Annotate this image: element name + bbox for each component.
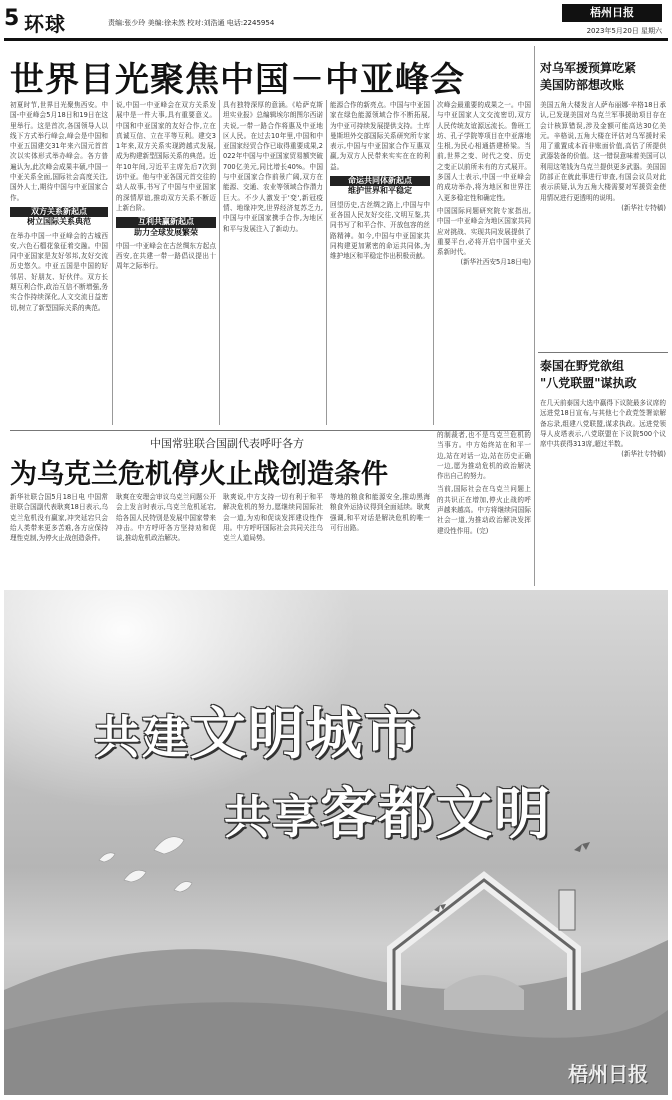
lead-column-4 [330,100,430,425]
second-col1-text: 新华社联合国5月18日电 中国常驻联合国副代表耿爽18日表示,乌克兰危机没有赢家,冲突延宕只会给人类带来更多苦难,各方应保持理性克制,为停火止战创造条件。 [10,493,108,543]
side-headline-1-line-2: 美国防部想改账 [540,78,625,92]
column-divider [326,100,327,425]
side-headline-1 [540,60,636,94]
second-column-3 [223,492,323,584]
side-headline-2-line-2: "八党联盟"谋执政 [540,376,637,390]
lead-col1-text: 初夏时节,世界目光聚焦西安。中国-中亚峰会5月18日和19日在这里举行。这是首次,各国领导人以线下方式举行峰会,峰会是中国和中亚五国建交31年来六国元首首次以实体形式举办峰会。各方普遍认为,此次峰会成果丰硕,中国一中亚关系全面,国际社会高度关注,国外人士,期待中国与中亚国家合作。 [10,101,108,202]
issue-date: 2023年5月20日 星期六 [586,27,662,35]
side-story-1 [540,100,666,345]
second-column-2 [116,492,216,584]
side-headline-2-line-1: 泰国在野党欲组 [540,359,625,373]
lead-subhead-1b: 树立国际关系典范 [27,217,91,227]
lead-subhead-4a: 命运共同体新起点 [330,176,430,186]
ad-slogan-1b: 文明城市 [190,702,422,767]
lead-col2-text: 说,中国一中亚峰会在双方关系发展中是一件大事,具有重要意义。中国和中亚国家的友好合作,立在真诚互信、立在平等互利。建交31年来,双方关系实现跨越式发展,成为构建新型国际关系的典范。近年10年间,习近平主席先后7次到访中亚。他与中亚各国元首交往的动人故事,书写了中国与中亚国家的深情厚谊,推动双方关系不断迈上新台阶。 [116,101,216,212]
side-story-1-text: 美国五角大楼发言人萨布丽娜·辛格18日承认,已发现美国对乌克兰军事援助项目存在会计核算错误,涉及金额可能高达30亿美元。辛格说,五角大楼在评估对乌军援时采用了重置成本而非账面价值,高估了所提供武器装备的价值。这一错误意味着美国可以利用这笔钱为乌克兰提供更多武器。美国国防部正在就此事进行审查,有国会议员对此表示质疑,认为五角大楼需要对军援资金使用情况进行更透明的说明。 [540,101,666,202]
page-number: 5 [4,6,20,31]
lead-column-3 [223,100,323,425]
ad-watermark: 梧州日报 [568,1062,648,1086]
side-story-1-dateline: (新华社专特稿) [621,203,666,212]
lead-headline: 世界目光聚焦中国－中亚峰会 [10,60,465,100]
page-header [0,0,672,40]
public-service-ad [4,590,668,1095]
lead-dateline: (新华社西安5月18日电) [460,258,531,267]
column-divider [219,100,220,425]
lead-col4b-text: 回望历史,古丝绸之路上,中国与中亚各国人民友好交往,文明互鉴,共同书写了和平合作、开放包容的丝路精神。如今,中国与中亚国家共同构建更加紧密的命运共同体,为维护地区和平稳定作出积极贡献。 [330,200,430,261]
lead-col2b-text: 中国一中亚峰会在古丝绸东方起点西安,在共建一带一路倡议提出十周年之际举行。 [116,241,216,271]
column-divider [433,100,434,425]
second-column-1 [10,492,108,584]
staff-credits: 责编:张少玲 美编:徐未然 校对:刘浩通 电话:2245954 [108,19,275,27]
second-col6-text: 当前,国际社会在乌克兰问题上的共识正在增加,停火止战的呼声越来越高。中方将继续同国际社会一道,为推动政治解决发挥建设性作用。(完) [437,485,531,535]
side-story-2-text: 在几天前泰国大选中赢得下议院最多议席的远进党18日宣布,与其他七个政党签署谅解备忘录,组建八党联盟,谋求执政。远进党领导人皮塔表示,八党联盟在下议院500个议席中共获得313席,超过半数。 [540,399,666,449]
lead-subhead-1a: 双方关系新起点 [10,207,108,217]
lead-column-5 [437,100,531,425]
lead-col5-text: 次峰会最重要的成果之一。中国与中亚国家人文交流密切,双方人民传统友谊源远流长。鲁班工坊、孔子学院等项目在中亚落地生根,为民心相通搭建桥梁。当前,世界之变、时代之变、历史之变正以前所未有的方式展开。多国人士表示,中国一中亚峰会的成功举办,将为地区和世界注入更多稳定性和确定性。 [437,101,531,202]
lead-col3-text: 具有独特深厚的意涵。《哈萨克斯坦实业报》总编辑埃尔朗图尔西诺夫说,一带一路合作将惠及中亚地区人民。在过去10年里,中国和中亚国家经贸合作已取得重要成果,2022年中国与中亚国家贸易额突破700亿美元,同比增长40%。中国与中亚国家合作前景广阔,双方在能源、交通、农业等领域合作潜力巨大。不少人激发于'变',新冠疫情、地缘冲突,世界经济复苏乏力,中国与中亚国家携手合作,为地区和平与发展注入了新动力。 [223,101,323,233]
second-headline: 为乌克兰危机停火止战创造条件 [10,459,388,490]
second-col3-text: 耿爽说,中方支持一切有利于和平解决危机的努力,愿继续同国际社会一道,为劝和促谈发挥建设性作用。中方呼吁国际社会共同关注乌克兰人道局势。 [223,493,323,543]
lead-col1b-text: 在举办中国一中亚峰会的古城西安,六色石榴花象征着交融。中国同中亚国家是友好邻邦,友好交流历史悠久。中亚五国是中国的好邻居、好朋友、好伙伴。双方长期互利合作,政治互信不断增强,务实合作持续深化,人文交流日益密切,树立了新型国际关系的典范。 [10,231,108,312]
lead-col4-text: 能源合作的新亮点。中国与中亚国家在绿色能源领域合作不断拓展,为中亚可持续发展提供支持。土库曼斯坦外交部国际关系研究所专家表示,中国与中亚国家合作互惠双赢,为双方人民带来实实在在的利益。 [330,101,430,171]
ad-slogan-1a: 共建 [94,710,190,764]
ad-slogan-2a: 共享 [224,790,320,844]
second-col4-text: 等地的粮食和能源安全,推动黑海粮食外运协议得到全面延续。耿爽强调,和平对话是解决危机的唯一可行出路。 [330,493,430,532]
second-col2-text: 耿爽在安理会审议乌克兰问题公开会上发言时表示,乌克兰危机延宕,给各国人民特别是发展中国家带来冲击。中方呼吁各方坚持劝和促谈,推动危机政治解决。 [116,493,216,543]
side-headline-1-line-1: 对乌军援预算吃紧 [540,61,637,75]
newspaper-logo: 梧州日报 [562,4,662,22]
lead-subhead-4b: 维护世界和平稳定 [348,186,412,196]
side-rule [538,352,668,353]
ad-slogan-2b: 客都文明 [320,782,552,847]
lead-subhead-2b: 助力全球发展繁荣 [134,227,198,237]
second-kicker: 中国常驻联合国副代表呼吁各方 [150,437,304,450]
header-rule [4,38,668,41]
lead-column-1 [10,100,108,430]
lead-column-2 [116,100,216,430]
column-divider [112,100,113,425]
lead-subhead-2a: 互利共赢新起点 [116,217,216,227]
side-headline-2 [540,358,637,392]
side-divider [534,46,535,586]
side-story-2 [540,398,666,586]
ad-slogan-1 [94,690,422,770]
side-story-2-dateline: (新华社专特稿) [621,450,666,459]
section-title: 环球 [24,12,66,36]
second-column-5 [437,430,531,584]
ad-slogan-2 [224,770,552,850]
lead-col5b-text: 中国国际问题研究院专家指出,中国一中亚峰会为地区国家共同应对挑战、实现共同发展提供了重要平台,必将开启中国中亚关系新时代。 [437,206,531,257]
second-col5-text: 的制裁者,也不是乌克兰危机的当事方。中方始终站在和平一边,站在对话一边,站在历史正确一边,愿为推动危机的政治解决作出自己的努力。 [437,431,531,481]
second-column-4 [330,492,430,584]
